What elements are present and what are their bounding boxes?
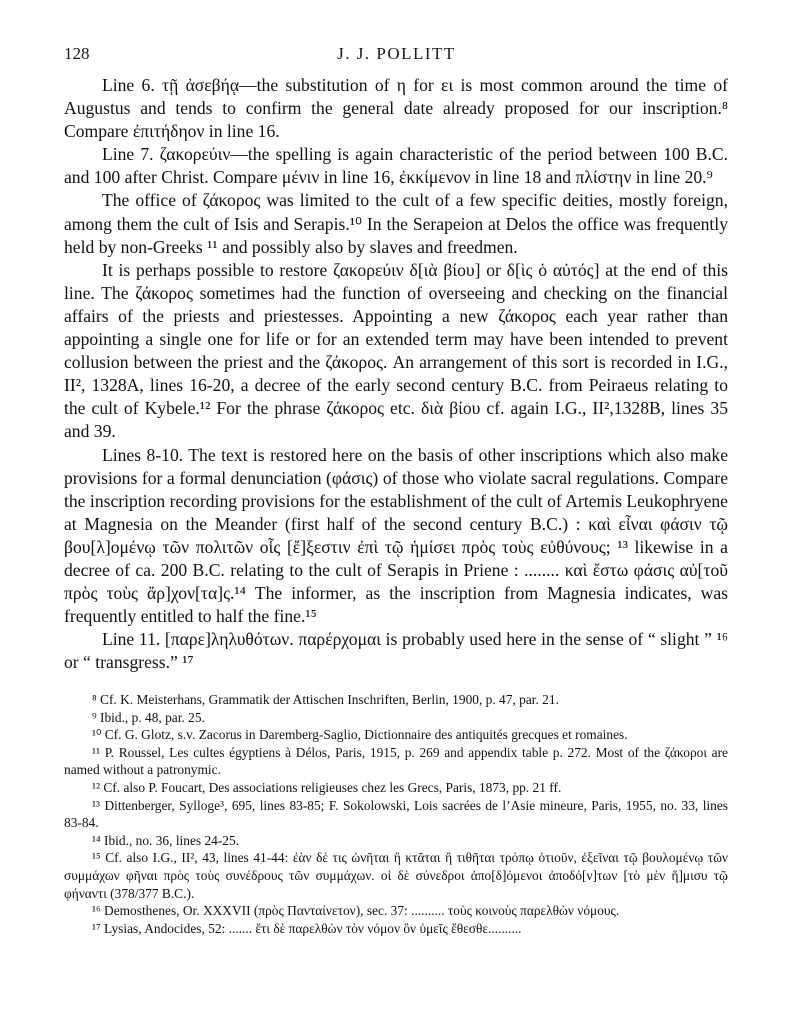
paragraph-restore: It is perhaps possible to restore ζακορεύιν δ[ιὰ βίου] or δ[ὶς ὁ αὐτός] at the end of this line. The ζάκορος sometimes had the function of overseeing and checking on the financial affairs of the priests and priestesses. Appointing a new ζάκορος each year rather than appointing a single one for life or for an extended term may have been intended to prevent collusion between the priest and the ζάκορος. An arrangement of this sort is recorded in I.G., II², 1328A, lines 16-20, a decree of the early second century B.C. from Peiraeus relating to the cult of Kybele.¹² For the phrase ζάκορος etc. διὰ βίου cf. again I.G., II²,1328B, lines 35 and 39.	[64, 259, 728, 442]
paragraph-line-7: Line 7. ζακορεύιν—the spelling is again characteristic of the period between 100 B.C. and 100 after Christ. Compare μένιν in line 16, ἐκκίμενον in line 18 and πλίστην in line 20.⁹	[64, 144, 728, 188]
footnotes	[64, 691, 728, 937]
paragraph-line-6: Line 6. τῇ ἀσεβήᾳ—the substitution of η for ει is most common around the time of Augustus and tends to confirm the general date already proposed for our inscription.⁸ Compare ἐπιτήδηον in line 16.	[64, 75, 728, 142]
running-head: J. J. POLLITT	[337, 44, 456, 63]
main-text	[64, 74, 728, 674]
footnote: ¹⁰ Cf. G. Glotz, s.v. Zacorus in Daremberg-Saglio, Dictionnaire des antiquités grecques et romaines.	[92, 727, 628, 743]
footnote: ¹⁵ Cf. also I.G., II², 43, lines 41-44: ἐὰν δέ τις ὠνῆται ἢ κτᾶται ἢ τιθῆται τρόπῳ ὁτιοῦν, ἐξεῖναι τῷ βουλομένῳ τῶν συμμάχων φῆναι πρὸς τοὺς συνέδρους τῶν συμμάχων. οἱ δὲ σύνεδροι ἀπο[δ]όμενοι ἀποδό[ν]των [τὸ μὲν ἥ]μισυ τῷ φήναντι (378/377 B.C.).	[64, 850, 728, 901]
page-header	[64, 44, 729, 68]
footnote: ¹³ Dittenberger, Sylloge³, 695, lines 83-85; F. Sokolowski, Lois sacrées de l’Asie mineure, Paris, 1955, no. 33, lines 83-84.	[64, 797, 728, 831]
paragraph-zakoros-office: The office of ζάκορος was limited to the cult of a few specific deities, mostly foreign, among them the cult of Isis and Serapis.¹⁰ In the Serapeion at Delos the office was frequently held by non-Greeks ¹¹ and possibly also by slaves and freedmen.	[64, 190, 728, 257]
paragraph-line-11: Line 11. [παρε]ληλυθότων. παρέρχομαι is probably used here in the sense of “ slight ” ¹⁶ or “ transgress.” ¹⁷	[64, 629, 728, 673]
footnote: ¹⁶ Demosthenes, Or. XXXVII (πρὸς Πανταίνετον), sec. 37: .......... τοὺς κοινοὺς παρελθὼν νόμους.	[92, 903, 620, 919]
paragraph-lines-8-10: Lines 8-10. The text is restored here on the basis of other inscriptions which also make provisions for a formal denunciation (φάσις) of those who violate sacral regulations. Compare the inscription recording provisions for the establishment of the cult of Artemis Leukophryene at Magnesia on the Meander (first half of the second century B.C.) : καὶ εἶναι φάσιν τῷ βου[λ]ομένῳ τῶν πολιτῶν οἷς [ἔ]ξεστιν ἐπὶ τῷ ἡμίσει πρὸς τοὺς εὐθύνους; ¹³ likewise in a decree of ca. 200 B.C. relating to the cult of Serapis in Priene : ........ καὶ ἔστω φάσις αὐ[τοῦ πρὸς τοὺς ἄρ]χον[τα]ς.¹⁴ The informer, as the inscription from Magnesia indicates, was frequently entitled to half the fine.¹⁵	[64, 444, 728, 627]
footnote: ⁹ Ibid., p. 48, par. 25.	[92, 709, 205, 725]
footnote: ⁸ Cf. K. Meisterhans, Grammatik der Attischen Inschriften, Berlin, 1900, p. 47, par. 21.	[92, 692, 559, 707]
page-number: 128	[64, 44, 90, 63]
footnote: ¹⁷ Lysias, Andocides, 52: ....... ἔτι δὲ παρελθὼν τὸν νόμον ὃν ὑμεῖς ἔθεσθε..........	[92, 920, 522, 936]
footnote: ¹² Cf. also P. Foucart, Des associations religieuses chez les Grecs, Paris, 1873, pp. 21 ff.	[92, 779, 562, 795]
footnote: ¹⁴ Ibid., no. 36, lines 24-25.	[92, 832, 240, 848]
footnote: ¹¹ P. Roussel, Les cultes égyptiens à Délos, Paris, 1915, p. 269 and appendix table p. 272. Most of the ζάκοροι are named without a patronymic.	[64, 744, 728, 778]
